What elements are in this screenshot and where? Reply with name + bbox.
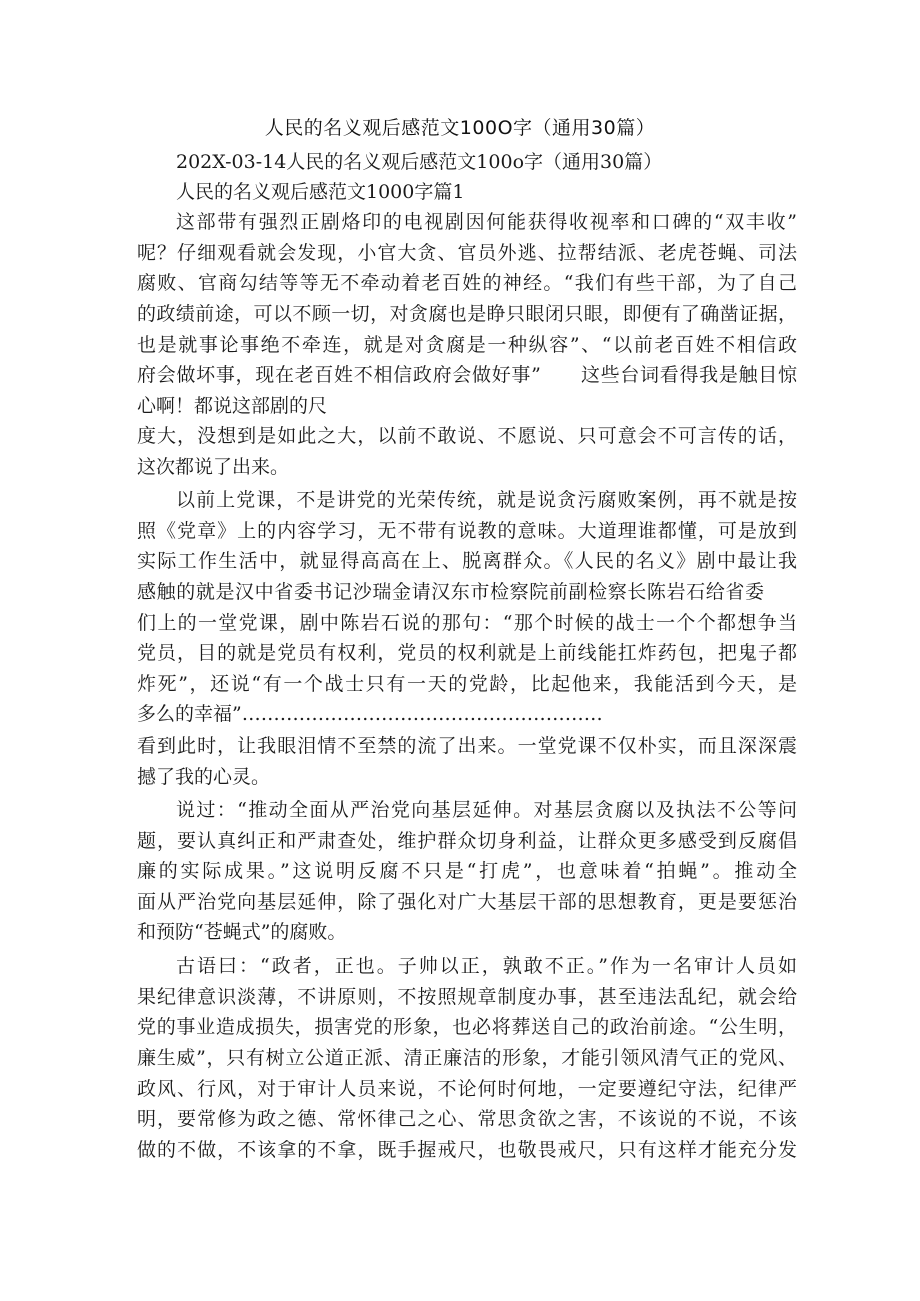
body-line: 廉的实际成果。”这说明反腐不只是“打虎”，也意味着“拍蝇”。推动全 xyxy=(137,860,797,882)
body-line: 照《党章》上的内容学习，无不带有说教的意味。大道理谁都懂，可是放到 xyxy=(137,520,797,542)
body-line: 腐败、官商勾结等等无不牵动着老百姓的神经。“我们有些干部，为了自己 xyxy=(137,272,797,294)
body-line: 也是就事论事绝不牵连，就是对贪腐是一种纵容”、“以前老百姓不相信政 xyxy=(137,334,797,356)
body-line: 党的事业造成损失，损害党的形象，也必将葬送自己的政治前途。“公生明， xyxy=(137,1016,797,1038)
body-line: 题，要认真纠正和严肃查处，维护群众切身利益，让群众更多感受到反腐倡 xyxy=(137,830,797,852)
body-line: 多么的幸福”………………………………………………… xyxy=(137,703,603,725)
document-subtitle: 202X-03-14人民的名义观后感范文100o字（通用30篇） xyxy=(176,151,663,173)
body-line: 政风、行风，对于审计人员来说，不论何时何地，一定要遵纪守法，纪律严 xyxy=(137,1078,797,1100)
body-line: 撼了我的心灵。 xyxy=(137,766,271,788)
body-line: 炸死”，还说“有一个战士只有一天的党龄，比起他来，我能活到今天，是 xyxy=(137,673,797,695)
body-line: 果纪律意识淡薄，不讲原则，不按照规章制度办事，甚至违法乱纪，就会给 xyxy=(137,986,797,1008)
body-line: 府会做坏事，现在老百姓不相信政府会做好事” 这些台词看得我是触目惊 xyxy=(137,364,797,386)
body-line: 呢？仔细观看就会发现，小官大贪、官员外逃、拉帮结派、老虎苍蝇、司法 xyxy=(137,242,797,264)
body-line: 以前上党课，不是讲党的光荣传统，就是说贪污腐败案例，再不就是按 xyxy=(176,489,797,511)
body-line: 实际工作生活中，就显得高高在上、脱离群众。《人民的名义》剧中最让我 xyxy=(137,550,797,572)
body-line: 面从严治党向基层延伸，除了强化对广大基层干部的思想教育，更是要惩治 xyxy=(137,891,797,913)
body-line: 们上的一堂党课，剧中陈岩石说的那句：“那个时候的战士一个个都想争当 xyxy=(137,612,797,634)
section-heading: 人民的名义观后感范文1000字篇1 xyxy=(176,181,465,203)
body-line: 这次都说了出来。 xyxy=(137,456,290,478)
body-line: 心啊！都说这部剧的尺 xyxy=(137,395,328,417)
body-line: 度大，没想到是如此之大，以前不敢说、不愿说、只可意会不可言传的话， xyxy=(137,425,797,447)
body-line: 党员，目的就是党员有权利，党员的权利就是上前线能扛炸药包，把鬼子都 xyxy=(137,642,797,664)
body-line: 做的不做，不该拿的不拿，既手握戒尺，也敬畏戒尺，只有这样才能充分发 xyxy=(137,1139,797,1161)
body-line: 的政绩前途，可以不顾一切，对贪腐也是睁只眼闭只眼，即便有了确凿证据， xyxy=(137,303,797,325)
body-line: 这部带有强烈正剧烙印的电视剧因何能获得收视率和口碑的“双丰收” xyxy=(176,211,797,233)
document-title: 人民的名义观后感范文100O字（通用30篇） xyxy=(264,117,656,139)
body-line: 古语曰：“政者，正也。子帅以正，孰敢不正。”作为一名审计人员如 xyxy=(176,955,797,977)
body-line: 感触的就是汉中省委书记沙瑞金请汉东市检察院前副检察长陈岩石给省委 xyxy=(137,581,764,603)
body-line: 和预防“苍蝇式”的腐败。 xyxy=(137,921,347,943)
body-line: 廉生威”，只有树立公道正派、清正廉洁的形象，才能引领风清气正的党风、 xyxy=(137,1047,797,1069)
body-line: 说过：“推动全面从严治党向基层延伸。对基层贪腐以及执法不公等问 xyxy=(176,799,797,821)
body-line: 看到此时，让我眼泪情不至禁的流了出来。一堂党课不仅朴实，而且深深震 xyxy=(137,735,797,757)
body-line: 明，要常修为政之德、常怀律己之心、常思贪欲之害，不该说的不说，不该 xyxy=(137,1108,797,1130)
